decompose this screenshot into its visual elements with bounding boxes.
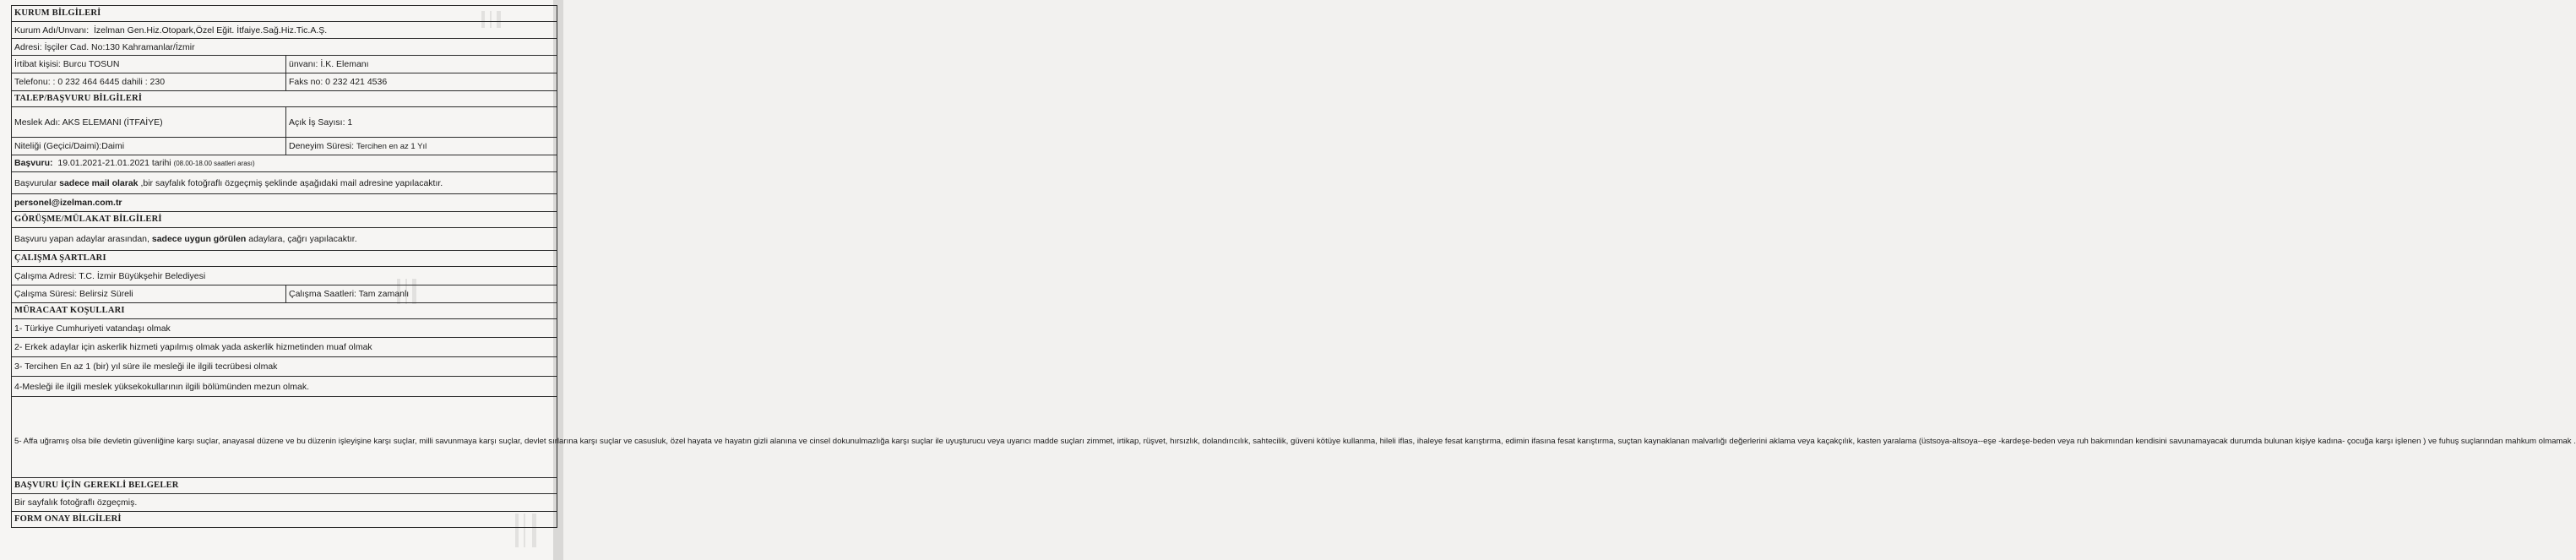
calisma-suresi: Çalışma Süresi: Belirsiz Süreli [12,285,286,303]
talep-mail-instructions [12,172,557,194]
gorusme-text-1: Başvuru yapan adaylar arasından, [14,234,149,244]
talep-niteligi: Niteliği (Geçici/Daimi):Daimi [12,138,286,155]
section-kurum-title: KURUM BİLGİLERİ [12,6,557,22]
kurum-unvan: ünvanı: İ.K. Elemanı [286,56,557,73]
basvuru-dates: 19.01.2021-21.01.2021 tarihi [57,158,171,168]
muracaat-item-4: 4-Mesleği ile ilgili meslek yüksekokullarının ilgili bölümünden mezun olmak. [12,377,557,397]
gorusme-text-bold: sadece uygun görülen [151,234,247,244]
talep-basvuru-row [12,155,557,172]
calisma-saatleri: Çalışma Saatleri: Tam zamanlı [286,285,557,303]
section-calisma-title: ÇALIŞMA ŞARTLARI [12,251,557,267]
kurum-adi-label: Kurum Adı/Unvanı: [14,24,90,35]
talep-email: personel@izelman.com.tr [12,194,557,212]
section-form-onay-title: FORM ONAY BİLGİLERİ [12,512,557,528]
section-muracaat-title: MÜRACAAT KOŞULLARI [12,303,557,319]
muracaat-item-3: 3- Tercihen En az 1 (bir) yıl süre ile mesleği ile ilgili tecrübesi olmak [12,357,557,377]
mail-text-2: ,bir sayfalık fotoğraflı özgeçmiş şeklinde aşağıdaki mail adresine yapılacaktır. [140,177,443,188]
muracaat-item-5: 5- Affa uğramış olsa bile devletin güvenliğine karşı suçlar, anayasal düzene ve bu düzenin işleyişine karşı suçlar, milli savunmaya karşı suçlar, devlet sırlarına karşı suçlar ve casusluk, özel hayata ve hayatın gizli alanına ve cinsel dokunulmazlığa karşı suçlar ile uyuşturucu veya uyarıcı madde suçları zimmet, irtikap, rüşvet, hırsızlık, dolandırıcılık, sahtecilik, güveni kötüye kullanma, hileli iflas, ihaleye fesat karıştırma, edimin ifasına fesat karıştırma, suçtan kaynaklanan malvarlığı değerlerini aklama veya kaçakçılık, kasten yaralama (üstsoya-altsoya--eşe -kardeşe-beden veya ruh bakımından kendisini savunamayacak durumda bulunan kişiye kadına- çocuğa karşı işlenen ) ve fuhuş suçlarından mahkum olmamak . [12,397,557,478]
kurum-faks: Faks no: 0 232 421 4536 [286,73,557,91]
basvuru-hours: (08.00-18.00 saatleri arası) [173,160,255,167]
kurum-adi-row [12,22,557,39]
kurum-adres: Adresi: İşçiler Cad. No:130 Kahramanlar/İzmir [12,39,557,56]
belgeler-item: Bir sayfalık fotoğraflı özgeçmiş. [12,494,557,512]
gorusme-text-2: adaylara, çağrı yapılacaktır. [248,234,357,244]
kurum-irtibat: İrtibat kişisi: Burcu TOSUN [12,56,286,73]
kurum-adi-value: İzelman Gen.Hiz.Otopark,Özel Eğit. İtfaiye.Sağ.Hiz.Tic.A.Ş. [93,24,328,35]
deneyim-label: Deneyim Süresi: [289,140,355,151]
talep-acik-is: Açık İş Sayısı: 1 [286,107,557,138]
basvuru-label: Başvuru: [14,158,53,168]
section-talep-title: TALEP/BAŞVURU BİLGİLERİ [12,91,557,107]
gorusme-text [12,228,557,251]
section-gorusme-title: GÖRÜŞME/MÜLAKAT BİLGİLERİ [12,212,557,228]
deneyim-value: Tercihen en az 1 Yıl [356,141,427,151]
talep-deneyim [286,138,557,155]
form-table [11,5,2576,528]
talep-meslek: Meslek Adı: AKS ELEMANI (İTFAİYE) [12,107,286,138]
section-belgeler-title: BAŞVURU İÇİN GEREKLİ BELGELER [12,478,557,494]
mail-text-bold: sadece mail olarak [59,177,139,188]
calisma-adres: Çalışma Adresi: T.C. İzmir Büyükşehir Belediyesi [12,267,557,285]
muracaat-item-1: 1- Türkiye Cumhuriyeti vatandaşı olmak [12,319,557,338]
kurum-telefon: Telefonu: : 0 232 464 6445 dahili : 230 [12,73,286,91]
muracaat-item-2: 2- Erkek adaylar için askerlik hizmeti yapılmış olmak yada askerlik hizmetinden muaf olmak [12,338,557,357]
mail-text-1: Başvurular [14,177,57,188]
